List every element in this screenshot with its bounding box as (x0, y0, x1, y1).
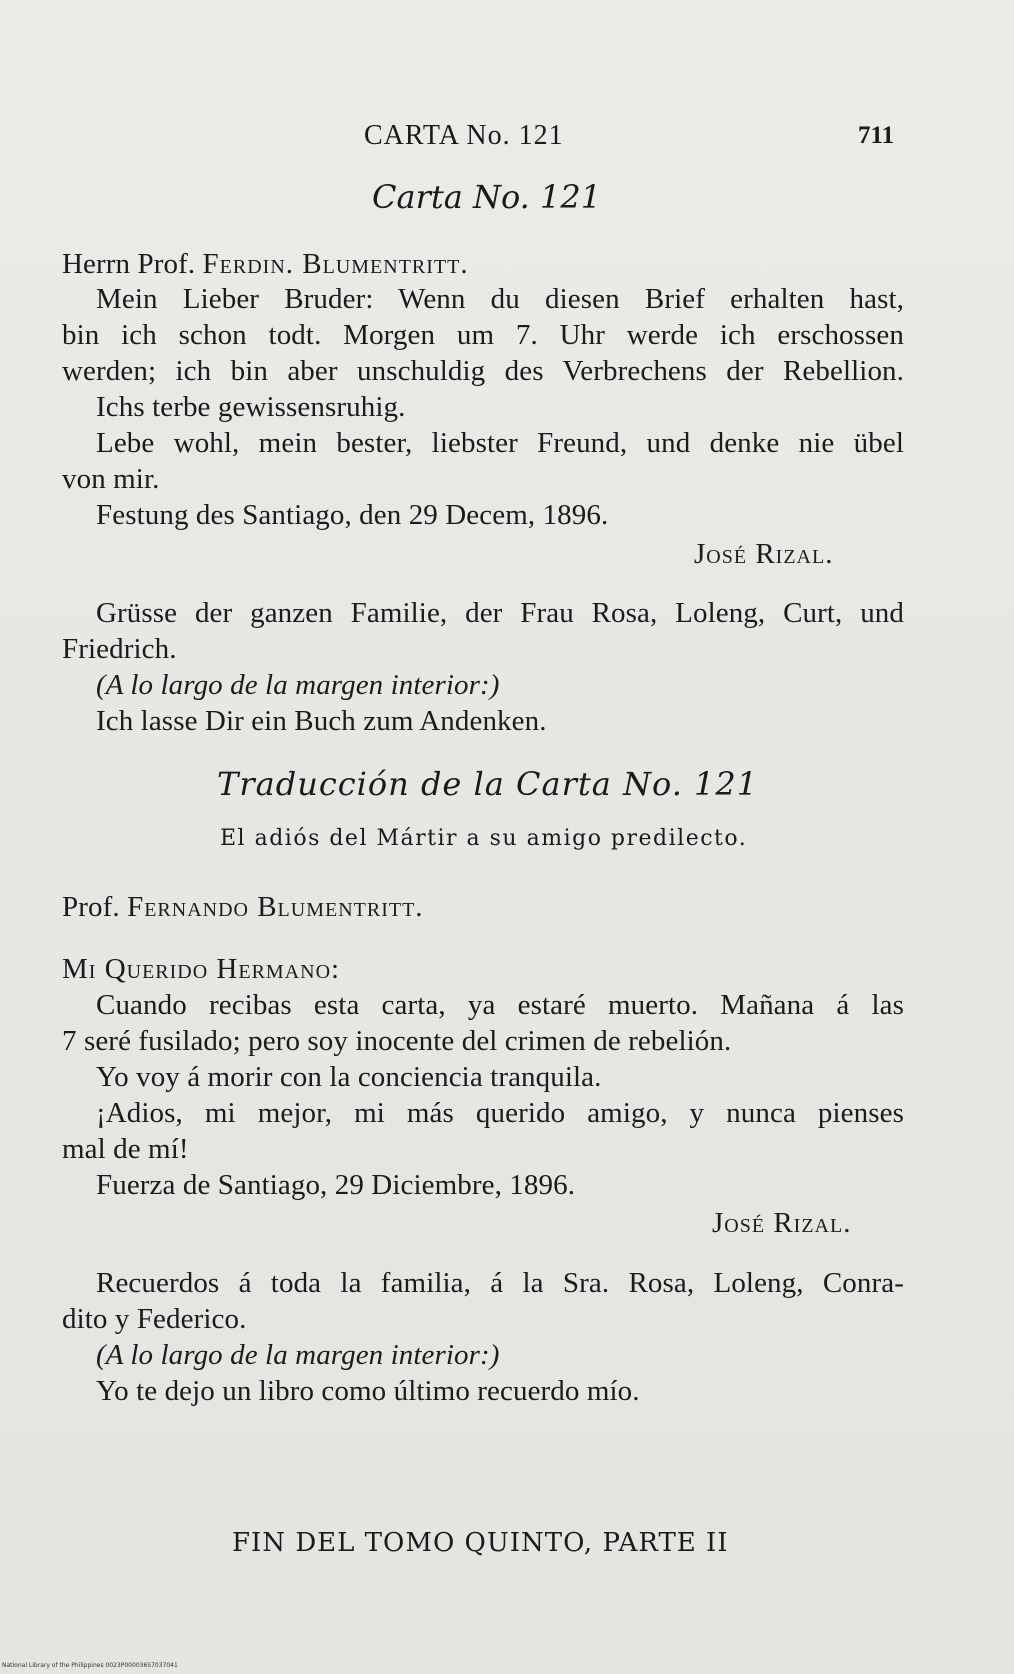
german-addressee-name: Ferdin. Blumentritt. (202, 248, 469, 280)
footer-stamp: National Library of the Philippines 0023P000036S7037041 (2, 1662, 178, 1669)
spanish-addressee-name: Fernando Blumentritt. (127, 891, 424, 923)
german-margin-text: Ich lasse Dir ein Buch zum Andenken. (96, 705, 547, 737)
spanish-translation-subtitle: El adiós del Mártir a su amigo predilecto. (220, 826, 748, 851)
spanish-addressee-prefix: Prof. (62, 891, 120, 923)
colophon: FIN DEL TOMO QUINTO, PARTE II (232, 1528, 729, 1558)
running-header: CARTA No. 121 (364, 120, 564, 151)
german-line-3: werden; ich bin aber unschuldig des Verbrechens der Rebellion. (62, 355, 904, 387)
spanish-margin-note: (A lo largo de la margen interior:) (96, 1339, 500, 1371)
spanish-line-5: mal de mí! (62, 1133, 189, 1165)
german-line-6: von mir. (62, 463, 160, 495)
german-line-4: Ichs terbe gewissensruhig. (96, 391, 406, 423)
spanish-addressee (62, 890, 424, 924)
german-line-2: bin ich schon todt. Morgen um 7. Uhr werde ich erschossen (62, 319, 904, 351)
spanish-postscript-1: Recuerdos á toda la familia, á la Sra. Rosa, Loleng, Conra- (96, 1267, 904, 1299)
spanish-place-date: Fuerza de Santiago, 29 Diciembre, 1896. (96, 1169, 576, 1201)
german-postscript-2: Friedrich. (62, 633, 177, 665)
german-addressee (62, 247, 469, 281)
german-line-1: Mein Lieber Bruder: Wenn du diesen Brief erhalten hast, (96, 283, 904, 315)
spanish-salutation: Mi Querido Hermano: (62, 953, 341, 985)
spanish-line-4: ¡Adios, mi mejor, mi más querido amigo, y nunca pienses (96, 1097, 904, 1129)
german-signature: José Rizal. (694, 538, 834, 570)
german-place-date: Festung des Santiago, den 29 Decem, 1896. (96, 499, 609, 531)
spanish-line-3: Yo voy á morir con la conciencia tranquila. (96, 1061, 602, 1093)
spanish-margin-text: Yo te dejo un libro como último recuerdo mío. (96, 1375, 640, 1407)
spanish-line-2: 7 seré fusilado; pero soy inocente del crimen de rebelión. (62, 1025, 732, 1057)
spanish-line-1: Cuando recibas esta carta, ya estaré muerto. Mañana á las (96, 989, 904, 1021)
spanish-translation-title: Traducción de la Carta No. 121 (217, 765, 759, 803)
german-margin-note: (A lo largo de la margen interior:) (96, 669, 500, 701)
page-number: 711 (858, 122, 895, 149)
german-addressee-prefix: Herrn Prof. (62, 248, 196, 280)
german-letter-title: Carta No. 121 (372, 178, 602, 216)
german-line-5: Lebe wohl, mein bester, liebster Freund, und denke nie übel (96, 427, 904, 459)
spanish-signature: José Rizal. (712, 1207, 852, 1239)
spanish-postscript-2: dito y Federico. (62, 1303, 247, 1335)
german-postscript-1: Grüsse der ganzen Familie, der Frau Rosa, Loleng, Curt, und (96, 597, 904, 629)
